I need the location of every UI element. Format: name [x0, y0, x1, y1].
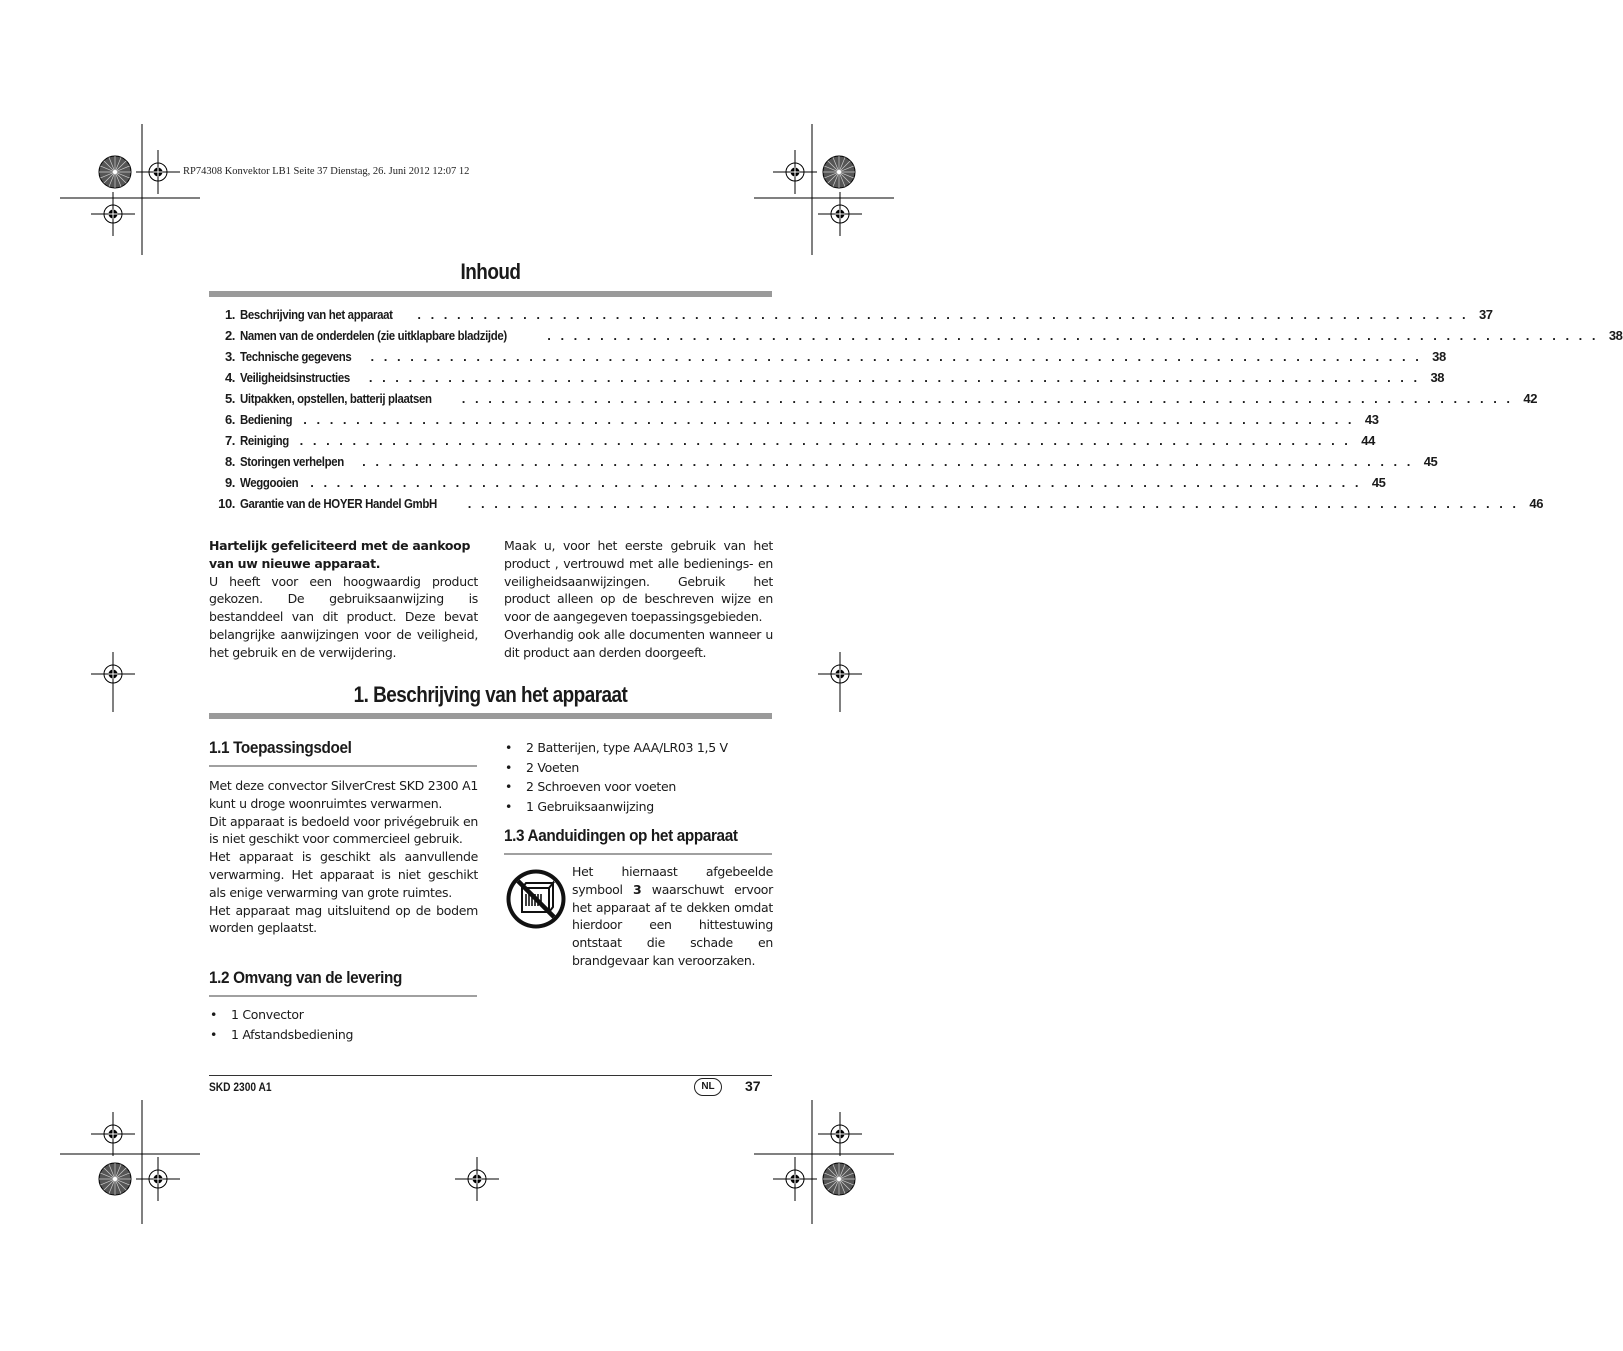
subsection-title-1-1: 1.1 Toepassingsdoel	[209, 738, 352, 757]
delivery-list-right	[504, 738, 773, 816]
toc-entry-page: 37	[1478, 307, 1493, 322]
list-item: • 2 Schroeven voor voeten	[504, 777, 773, 797]
toc-leader-dots: . . . . . . . . . . . . . . . . . . . . . . . . . . . . . . . . . . . . . . . . . . . . . . . . . . . . . . . . . . . . . . . . . . . . . . . . . . . . . . . .	[547, 328, 1599, 343]
toc-entry-page: 38	[1608, 328, 1623, 343]
subsection-title-1-2: 1.2 Omvang van de levering	[209, 968, 403, 987]
list-item: • 2 Batterijen, type AAA/LR03 1,5 V	[504, 738, 773, 758]
toc-entry-number: 10.	[218, 496, 235, 511]
intro-right-p1: Maak u, voor het eerste gebruik van het product , vertrouwd met alle bedienings- en veiligheidsaanwijzingen. Gebruik het product alleen op de beschreven wijze en voor de aangegeven toepassingsgebieden.	[504, 538, 773, 625]
symbol-text-after: waarschuwt ervoor het apparaat af te dekken omdat hierdoor een hittestuwing ontstaat die schade en brandgevaar kan veroorzaken.	[572, 881, 773, 968]
toc-entry-title: Bediening	[240, 412, 293, 427]
table-of-contents	[209, 307, 1623, 517]
toc-entry-page: 38	[1430, 370, 1445, 385]
list-item: • 1 Convector	[209, 1005, 478, 1025]
delivery-list-left	[209, 1005, 478, 1044]
toc-entry[interactable]	[209, 307, 1493, 328]
footer-model: SKD 2300 A1	[209, 1080, 272, 1094]
paragraph: Dit apparaat is bedoeld voor privégebruik en is niet geschikt voor commercieel gebruik.	[209, 813, 478, 847]
toc-entry[interactable]	[209, 475, 1386, 496]
toc-entry-page: 45	[1423, 454, 1438, 469]
toc-entry-page: 44	[1361, 433, 1375, 448]
toc-entry-title: Garantie van de HOYER Handel GmbH	[240, 496, 437, 511]
subsection-rule-1-3	[504, 853, 772, 855]
toc-entry[interactable]	[209, 391, 1538, 412]
paragraph: Het apparaat is geschikt als aanvullende verwarming. Het apparaat is niet geschikt als enige verwarming van grote ruimtes.	[209, 849, 478, 900]
toc-entry-number: 7.	[224, 433, 235, 448]
intro-right-p2: Overhandig ook alle documenten wanneer u dit product aan derden doorgeeft.	[504, 626, 773, 660]
toc-entry-number: 3.	[224, 349, 235, 364]
footer-rule	[209, 1075, 772, 1076]
toc-entry-number: 4.	[224, 370, 235, 385]
toc-entry-page: 42	[1523, 391, 1538, 406]
toc-entry-number: 5.	[224, 391, 235, 406]
toc-entry-number: 2.	[224, 328, 235, 343]
subsection-body-1-1	[209, 777, 478, 937]
toc-entry-title: Reiniging	[240, 433, 289, 448]
toc-entry-number: 8.	[224, 454, 235, 469]
page-number: 37	[745, 1078, 761, 1094]
language-badge: NL	[694, 1078, 722, 1096]
toc-entry-page: 45	[1371, 475, 1386, 490]
toc-entry-number: 9.	[224, 475, 235, 490]
intro-left-text: U heeft voor een hoogwaardig product gekozen. De gebruiksaanwijzing is bestanddeel van dit product. Deze bevat belangrijke aanwijzingen voor de veiligheid, het gebruik en de verwijdering.	[209, 573, 478, 660]
toc-entry-title: Beschrijving van het apparaat	[240, 307, 393, 322]
toc-entry-title: Uitpakken, opstellen, batterij plaatsen	[240, 391, 432, 406]
symbol-description	[572, 863, 773, 970]
print-slug: RP74308 Konvektor LB1 Seite 37 Dienstag, 26. Juni 2012 12:07 12	[183, 166, 470, 177]
toc-title-rule	[209, 291, 772, 297]
symbol-text-before: Het hiernaast afgebeelde symbool	[572, 864, 773, 897]
list-item: • 1 Gebruiksaanwijzing	[504, 797, 773, 817]
toc-entry[interactable]	[209, 328, 1623, 349]
toc-entry[interactable]	[209, 349, 1446, 370]
toc-entry-number: 6.	[224, 412, 235, 427]
paragraph: Het apparaat mag uitsluitend op de bodem worden geplaatst.	[209, 902, 478, 936]
toc-entry-title: Technische gegevens	[240, 349, 352, 364]
toc-entry[interactable]	[209, 433, 1375, 454]
toc-entry[interactable]	[209, 454, 1438, 475]
toc-entry-title: Veiligheidsinstructies	[240, 370, 350, 385]
toc-entry-page: 38	[1432, 349, 1446, 364]
toc-entry[interactable]	[209, 412, 1379, 433]
toc-entry-title: Namen van de onderdelen (zie uitklapbare bladzijde)	[240, 328, 507, 343]
toc-entry-title: Weggooien	[240, 475, 299, 490]
intro-right	[504, 537, 773, 662]
subsection-rule-1-2	[209, 995, 477, 997]
subsection-rule-1-1	[209, 765, 477, 767]
toc-entry-page: 43	[1364, 412, 1379, 427]
toc-entry-title: Storingen verhelpen	[240, 454, 344, 469]
subsection-title-1-3: 1.3 Aanduidingen op het apparaat	[504, 826, 738, 845]
toc-title: Inhoud	[460, 259, 521, 284]
toc-leader-dots: . . . . . . . . . . . . . . . . . . . . . . . . . . . . . . . . . . . . . . . . . . . . . . . . . . . . . . . . . . . . . . . . . . . . . . . . . . . . . . . .	[310, 475, 1362, 490]
toc-leader-dots: . . . . . . . . . . . . . . . . . . . . . . . . . . . . . . . . . . . . . . . . . . . . . . . . . . . . . . . . . . . . . . . . . . . . . . . . . . . . . . . .	[303, 412, 1355, 427]
list-item: • 2 Voeten	[504, 758, 773, 778]
toc-leader-dots: . . . . . . . . . . . . . . . . . . . . . . . . . . . . . . . . . . . . . . . . . . . . . . . . . . . . . . . . . . . . . . . . . . . . . . . . . . . . . . . .	[299, 433, 1351, 448]
paragraph: Met deze convector SilverCrest SKD 2300 A1 kunt u droge woonruimtes verwarmen.	[209, 778, 478, 811]
toc-leader-dots: . . . . . . . . . . . . . . . . . . . . . . . . . . . . . . . . . . . . . . . . . . . . . . . . . . . . . . . . . . . . . . . . . . . . . . . . . . . . . . . .	[370, 349, 1422, 364]
section-title: 1. Beschrijving van het apparaat	[353, 682, 628, 707]
toc-leader-dots: . . . . . . . . . . . . . . . . . . . . . . . . . . . . . . . . . . . . . . . . . . . . . . . . . . . . . . . . . . . . . . . . . . . . . . . . . . . . . . . .	[417, 307, 1469, 322]
toc-entry-number: 1.	[224, 307, 235, 322]
toc-leader-dots: . . . . . . . . . . . . . . . . . . . . . . . . . . . . . . . . . . . . . . . . . . . . . . . . . . . . . . . . . . . . . . . . . . . . . . . . . . . . . . . .	[467, 496, 1520, 511]
do-not-cover-icon	[505, 868, 567, 930]
intro-left	[209, 537, 478, 662]
toc-entry[interactable]	[209, 370, 1445, 391]
toc-leader-dots: . . . . . . . . . . . . . . . . . . . . . . . . . . . . . . . . . . . . . . . . . . . . . . . . . . . . . . . . . . . . . . . . . . . . . . . . . . . . . . . .	[362, 454, 1414, 469]
toc-entry[interactable]	[209, 496, 1544, 517]
toc-leader-dots: . . . . . . . . . . . . . . . . . . . . . . . . . . . . . . . . . . . . . . . . . . . . . . . . . . . . . . . . . . . . . . . . . . . . . . . . . . . . . . . .	[461, 391, 1514, 406]
intro-heading: Hartelijk gefeliciteerd met de aankoop van uw nieuwe apparaat.	[209, 538, 471, 571]
symbol-number: 3	[633, 881, 642, 897]
list-item: • 1 Afstandsbediening	[209, 1025, 478, 1045]
toc-leader-dots: . . . . . . . . . . . . . . . . . . . . . . . . . . . . . . . . . . . . . . . . . . . . . . . . . . . . . . . . . . . . . . . . . . . . . . . . . . . . . . . .	[368, 370, 1421, 385]
section-title-rule	[209, 713, 772, 719]
toc-entry-page: 46	[1529, 496, 1544, 511]
